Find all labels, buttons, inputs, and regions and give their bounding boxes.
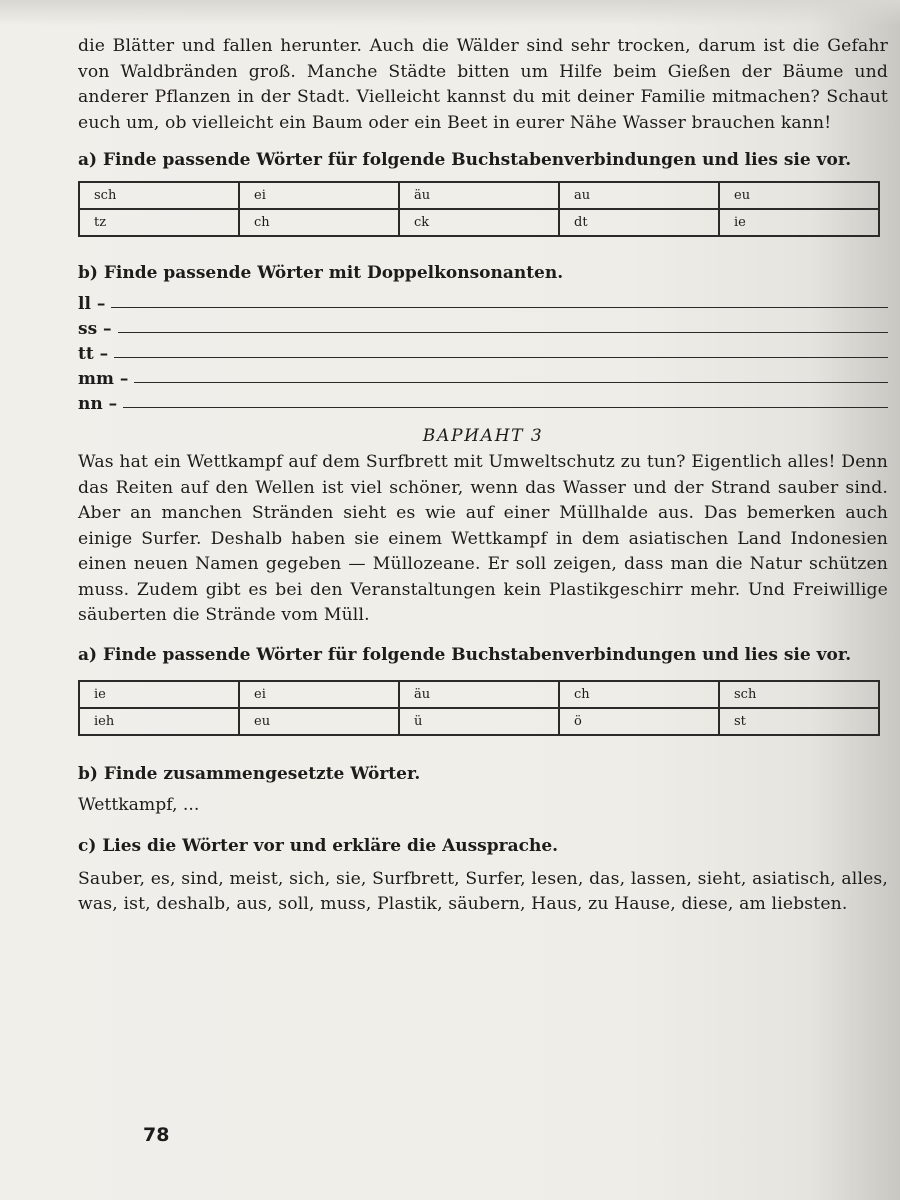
writing-line[interactable] [123,407,888,408]
writing-line[interactable] [111,307,888,308]
writing-line[interactable] [134,382,888,383]
table-cell: ieh [79,708,239,735]
writing-line[interactable] [118,332,888,333]
table-cell: ü [399,708,559,735]
table-cell: ie [719,209,879,236]
table-cell: dt [559,209,719,236]
answer-line-nn [78,389,888,414]
task-a-heading: a) Finde passende Wörter für folgende Buchstabenverbindungen und lies sie vor. [78,150,852,170]
variant-paragraph: Was hat ein Wettkampf auf dem Surfbrett mit Umweltschutz zu tun? Eigentlich alles! Denn das Reiten auf den Wellen ist viel schöner, wenn das Wasser und der Strand sauber sind. Aber an manchen Stränden sieht es wie auf einer Müllhalde aus. Das bemerken auch einige Surfer. Deshalb haben sie einem Wettkampf in dem asiatischen Land Indonesien einen neuen Namen gegeben — Müllozeane. Er soll zeigen, dass man die Natur schützen muss. Zudem gibt es bei den Veranstaltungen kein Plastikgeschirr mehr. Und Freiwillige säuberten die Strände vom Müll. [78,452,888,625]
line-label: nn – [78,394,118,414]
table-cell: ch [239,209,399,236]
table-cell: ei [239,182,399,209]
answer-line-ll [78,289,888,314]
table-cell: äu [399,681,559,708]
table-cell: sch [79,182,239,209]
table-cell: au [559,182,719,209]
table-cell: ie [79,681,239,708]
word-list: Sauber, es, sind, meist, sich, sie, Surfbrett, Surfer, lesen, das, lassen, sieht, asiatisch, alles, was, ist, deshalb, aus, soll, muss, Plastik, säubern, Haus, zu Hause, diese, am liebsten. [78,868,888,914]
table-cell: st [719,708,879,735]
task-b-heading-2: b) Finde zusammengesetzte Wörter. [78,763,421,784]
table-cell: sch [719,681,879,708]
task-b-heading: b) Finde passende Wörter mit Doppelkonsonanten. [78,263,564,283]
line-label: ss – [78,319,112,339]
letter-combinations-table [78,181,880,237]
line-label: mm – [78,369,129,389]
answer-line-ss [78,314,888,339]
task-b-answer: Wettkampf, ... [78,794,200,815]
writing-line[interactable] [114,357,888,358]
table-row [79,708,879,735]
table-row [79,182,879,209]
top-paragraph: die Blätter und fallen herunter. Auch die Wälder sind sehr trocken, darum ist die Gefahr von Waldbränden groß. Manche Städte bitten um Hilfe beim Gießen der Bäume und anderer Pflanzen in der Stadt. Vielleicht kannst du mit deiner Familie mitmachen? Schaut euch um, ob vielleicht ein Baum oder ein Beet in eurer Nähe Wasser brauchen kann! [78,36,888,133]
table-cell: ch [559,681,719,708]
letter-combinations-table-2 [78,680,880,736]
table-row [79,209,879,236]
task-c-heading: c) Lies die Wörter vor und erkläre die Aussprache. [78,835,559,856]
answer-line-mm [78,364,888,389]
table-cell: eu [719,182,879,209]
answer-line-tt [78,339,888,364]
task-a-heading-2: a) Finde passende Wörter für folgende Buchstabenverbindungen und lies sie vor. [78,644,852,665]
table-cell: tz [79,209,239,236]
page-content [78,34,888,918]
variant-heading: ВАРИАНТ 3 [422,426,544,446]
table-cell: eu [239,708,399,735]
table-row [79,681,879,708]
table-cell: ei [239,681,399,708]
page-number: 78 [143,1124,170,1146]
table-cell: äu [399,182,559,209]
double-consonant-lines [78,289,888,414]
line-label: tt – [78,344,109,364]
line-label: ll – [78,294,106,314]
table-cell: ö [559,708,719,735]
table-cell: ck [399,209,559,236]
